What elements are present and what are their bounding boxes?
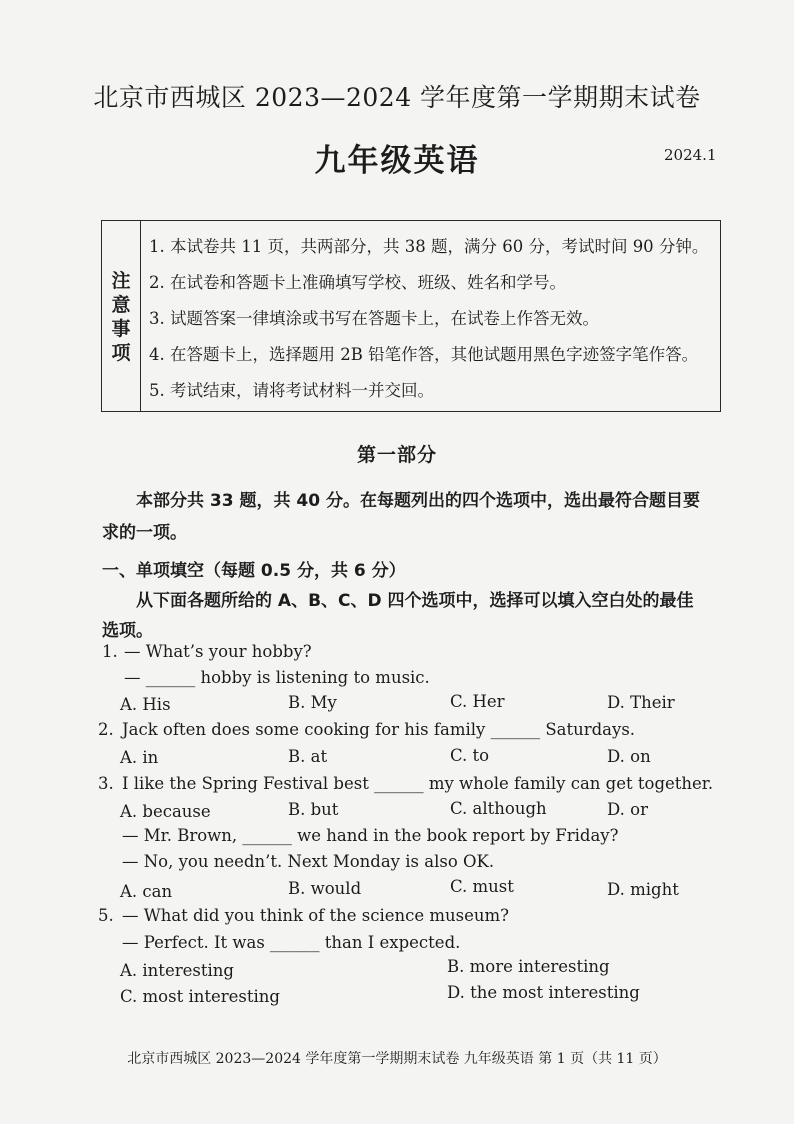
question-line: — No, you needn’t. Next Monday is also OK. <box>122 852 495 871</box>
question-number: 3. <box>98 774 114 793</box>
option-a: A. can <box>120 882 173 901</box>
option-c: C. to <box>450 746 490 765</box>
directions-line2: 选项。 <box>102 621 153 641</box>
option-a: A. interesting <box>120 961 234 980</box>
note-item: 5. 考试结束，请将考试材料一并交回。 <box>149 381 434 400</box>
question-number: 1. <box>102 642 118 661</box>
notes-label-column <box>102 221 141 411</box>
part-intro-line1: 本部分共 33 题，共 40 分。在每题列出的四个选项中，选出最符合题目要 <box>136 491 700 511</box>
option-d: D. Their <box>607 693 675 712</box>
option-c: C. Her <box>450 692 505 711</box>
question-line: Jack often does some cooking for his family ______ Saturdays. <box>122 720 636 739</box>
note-item: 3. 试题答案一律填涂或书写在答题卡上，在试卷上作答无效。 <box>149 309 599 328</box>
option-b: B. would <box>288 879 362 898</box>
question-line: — Mr. Brown, ______ we hand in the book report by Friday? <box>122 826 619 845</box>
exam-date: 2024.1 <box>664 146 717 164</box>
option-d: D. or <box>607 800 648 819</box>
subject-title: 九年级英语 <box>314 143 480 179</box>
option-d: D. might <box>607 880 679 899</box>
question-line: — Perfect. It was ______ than I expected. <box>122 933 461 952</box>
option-a: A. because <box>120 802 211 821</box>
option-b: B. My <box>288 693 337 712</box>
option-b: B. at <box>288 747 328 766</box>
section-heading: 一、单项填空（每题 0.5 分，共 6 分） <box>102 561 406 581</box>
question-number: 5. <box>98 906 114 925</box>
option-d: D. the most interesting <box>447 983 640 1002</box>
option-c: C. although <box>450 799 547 818</box>
part-intro-line2: 求的一项。 <box>102 523 187 543</box>
option-b: B. more interesting <box>447 957 610 976</box>
page-footer: 北京市西城区 2023—2024 学年度第一学期期末试卷 九年级英语 第 1 页（共 11 页） <box>127 1051 667 1067</box>
note-item: 2. 在试卷和答题卡上准确填写学校、班级、姓名和学号。 <box>149 273 566 292</box>
option-a: A. in <box>120 748 159 767</box>
question-line: — What did you think of the science museum? <box>122 906 510 925</box>
option-b: B. but <box>288 800 339 819</box>
exam-title: 北京市西城区 2023—2024 学年度第一学期期末试卷 <box>93 83 701 112</box>
question-line: — What’s your hobby? <box>124 642 312 661</box>
notes-label: 注意事项 <box>111 270 131 364</box>
option-d: D. on <box>607 747 651 766</box>
part-heading: 第一部分 <box>356 444 437 466</box>
note-item: 4. 在答题卡上，选择题用 2B 铅笔作答，其他试题用黑色字迹签字笔作答。 <box>149 345 699 364</box>
question-number: 2. <box>98 720 114 739</box>
option-c: C. most interesting <box>120 987 280 1006</box>
question-line: — ______ hobby is listening to music. <box>124 668 430 687</box>
note-item: 1. 本试卷共 11 页，共两部分，共 38 题，满分 60 分，考试时间 90 分钟。 <box>149 237 709 256</box>
directions-line1: 从下面各题所给的 A、B、C、D 四个选项中，选择可以填入空白处的最佳 <box>136 591 694 611</box>
question-line: I like the Spring Festival best ______ my whole family can get together. <box>122 774 714 793</box>
option-c: C. must <box>450 877 514 896</box>
question-number: 4. <box>98 826 114 845</box>
option-a: A. His <box>120 695 171 714</box>
